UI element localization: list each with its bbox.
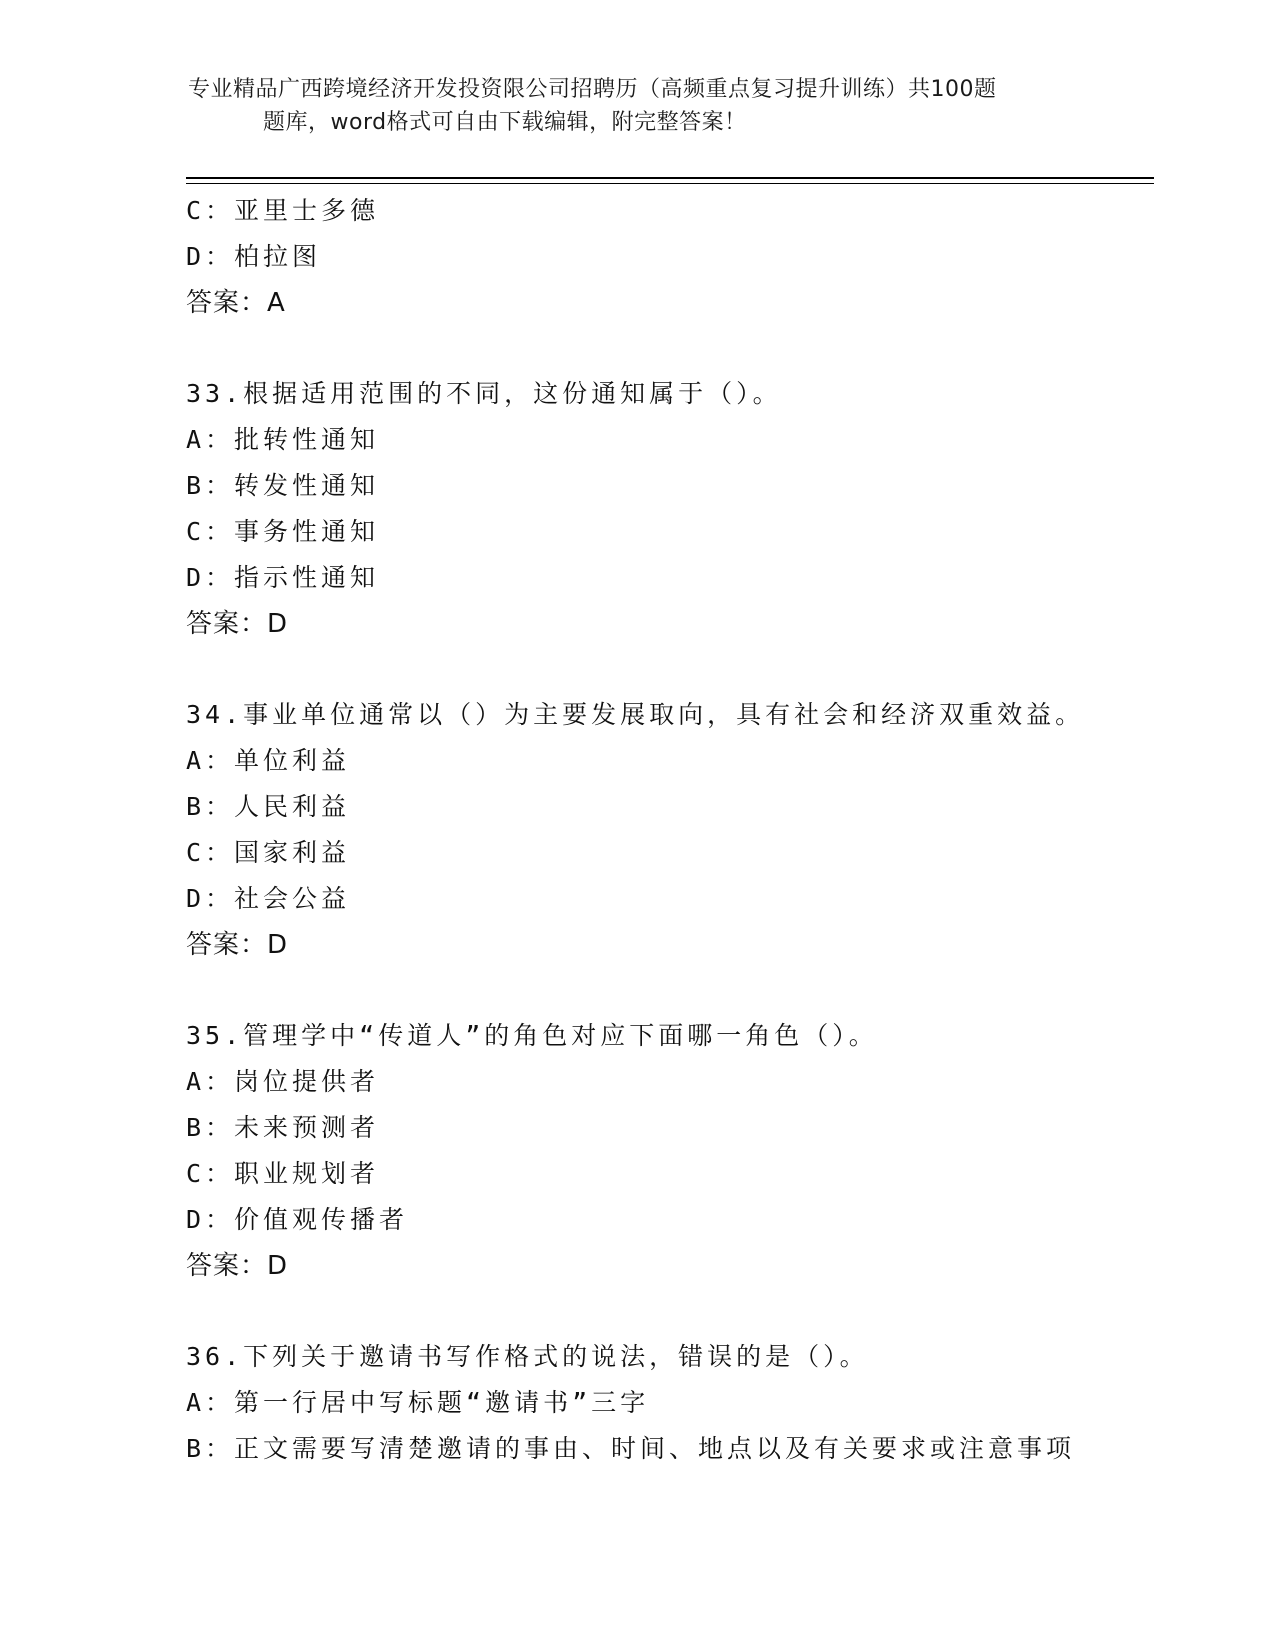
option-b: B：正文需要写清楚邀请的事由、时间、地点以及有关要求或注意事项 xyxy=(186,1434,1076,1463)
option-d: D：社会公益 xyxy=(186,884,351,913)
option-a: A：单位利益 xyxy=(186,746,351,775)
header-divider-thick xyxy=(186,177,1154,179)
option-c: C：亚里士多德 xyxy=(186,196,380,225)
answer-line: 答案：D xyxy=(186,930,289,960)
option-a: A：批转性通知 xyxy=(186,425,380,454)
question-35: 35.管理学中“传道人”的角色对应下面哪一角色（）。 xyxy=(186,1021,878,1050)
option-d: D：价值观传播者 xyxy=(186,1205,409,1234)
option-c: C：职业规划者 xyxy=(186,1159,380,1188)
spacer xyxy=(186,1289,1146,1334)
option-a: A：岗位提供者 xyxy=(186,1067,380,1096)
question-33: 33.根据适用范围的不同，这份通知属于（）。 xyxy=(186,379,782,408)
option-b: B：转发性通知 xyxy=(186,471,380,500)
option-c: C：事务性通知 xyxy=(186,517,380,546)
question-34: 34.事业单位通常以（）为主要发展取向，具有社会和经济双重效益。 xyxy=(186,700,1085,729)
header-divider-thin xyxy=(186,183,1154,184)
answer-line: 答案：D xyxy=(186,1251,289,1281)
answer-line: 答案：D xyxy=(186,609,289,639)
question-list xyxy=(186,188,1146,1472)
spacer xyxy=(186,326,1146,371)
header-title-line1: 专业精品广西跨境经济开发投资限公司招聘历（高频重点复习提升训练）共100题 xyxy=(188,77,997,102)
header-title-line2: 题库，word格式可自由下载编辑，附完整答案！ xyxy=(263,110,747,135)
spacer xyxy=(186,968,1146,1013)
spacer xyxy=(186,647,1146,692)
option-a: A：第一行居中写标题“邀请书”三字 xyxy=(186,1388,650,1417)
answer-line: 答案：A xyxy=(186,288,286,318)
option-d: D：柏拉图 xyxy=(186,242,322,271)
option-b: B：未来预测者 xyxy=(186,1113,380,1142)
option-b: B：人民利益 xyxy=(186,792,351,821)
question-36: 36.下列关于邀请书写作格式的说法，错误的是（）。 xyxy=(186,1342,869,1371)
option-c: C：国家利益 xyxy=(186,838,351,867)
document-header xyxy=(188,73,1088,139)
option-d: D：指示性通知 xyxy=(186,563,380,592)
